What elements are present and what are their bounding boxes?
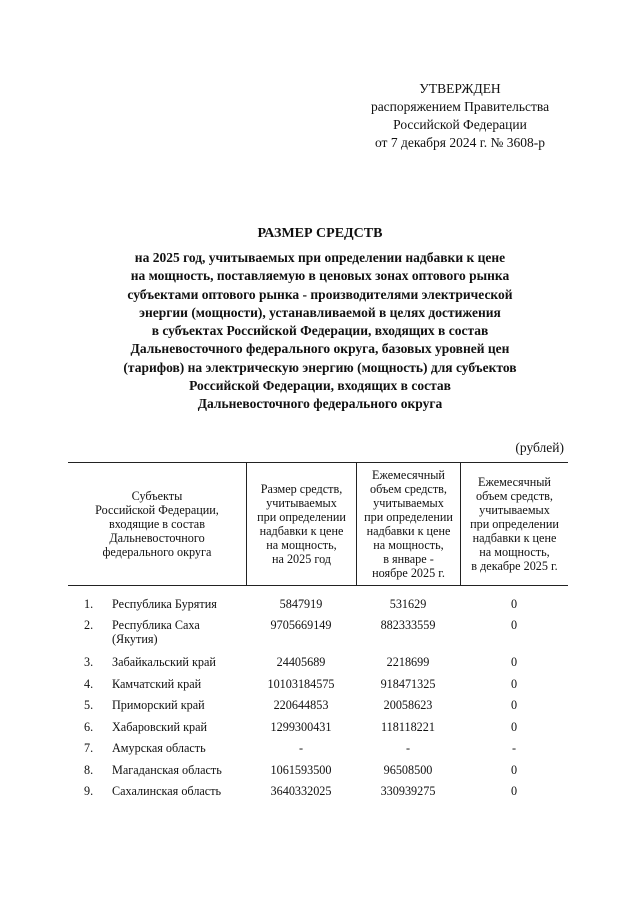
subtitle-line: в субъектах Российской Федерации, входящих в состав xyxy=(151,323,489,339)
row-jan-nov-amount: 531629 xyxy=(389,597,427,611)
subtitle-line: энергии (мощности), устанавливаемой в целях достижения xyxy=(139,304,501,320)
row-subject: Хабаровский край xyxy=(112,719,208,734)
row-number: 7. xyxy=(84,741,94,755)
row-jan-nov-amount: - xyxy=(405,741,411,755)
subtitle-line: субъектами оптового рынка - производителями электрической xyxy=(127,286,513,302)
row-annual-amount: 1299300431 xyxy=(270,719,332,734)
row-jan-nov-amount: 330939275 xyxy=(380,784,436,798)
subtitle-line: на 2025 год, учитываемых при определении надбавки к цене xyxy=(134,250,506,265)
row-number: 8. xyxy=(84,762,94,777)
header-text: учитываемых xyxy=(266,496,337,510)
column-header-annual-amount xyxy=(246,463,356,585)
header-text: Российской Федерации, xyxy=(95,503,219,517)
row-annual-amount: 5847919 xyxy=(279,597,323,611)
header-text: в январе - xyxy=(383,552,434,566)
header-text: надбавки к цене xyxy=(259,524,344,538)
header-text: в декабре 2025 г. xyxy=(471,559,558,573)
row-december-amount: 0 xyxy=(510,618,518,632)
row-number: 1. xyxy=(84,597,94,611)
row-number: 4. xyxy=(84,676,94,691)
header-text: объем средств, xyxy=(476,489,553,503)
row-subject: Камчатский край xyxy=(112,676,202,691)
row-annual-amount: - xyxy=(298,741,304,755)
row-jan-nov-amount: 20058623 xyxy=(383,698,433,712)
row-annual-amount: 220644853 xyxy=(273,698,329,712)
approval-block xyxy=(340,80,580,152)
row-annual-amount: 10103184575 xyxy=(267,676,335,691)
table-body xyxy=(68,597,568,806)
row-jan-nov-amount: 96508500 xyxy=(383,762,433,777)
table-row xyxy=(68,763,568,785)
approval-line: Российской Федерации xyxy=(393,117,527,132)
table-row xyxy=(68,618,568,655)
header-text: при определении xyxy=(257,510,346,524)
header-text: ноябре 2025 г. xyxy=(372,566,445,580)
header-text: при определении xyxy=(470,517,559,531)
table-row xyxy=(68,677,568,699)
row-number: 9. xyxy=(84,784,94,798)
header-text: входящие в состав xyxy=(109,517,205,531)
row-subject: Сахалинская область xyxy=(112,784,222,798)
row-number: 6. xyxy=(84,719,94,734)
column-header-jan-nov xyxy=(356,463,460,585)
row-jan-nov-amount: 882333559 xyxy=(380,618,436,632)
row-subject: Магаданская область xyxy=(112,762,222,777)
row-december-amount: 0 xyxy=(510,597,518,611)
row-jan-nov-amount: 2218699 xyxy=(386,655,430,669)
row-annual-amount: 1061593500 xyxy=(270,762,332,777)
subtitle-line: Российской Федерации, входящих в состав xyxy=(189,378,451,394)
header-text: Ежемесячный xyxy=(372,468,445,482)
row-subject: Амурская область xyxy=(112,741,206,755)
header-text: на 2025 год xyxy=(271,552,332,566)
row-annual-amount: 24405689 xyxy=(276,655,326,669)
header-text: объем средств, xyxy=(370,482,447,496)
table-row xyxy=(68,741,568,763)
document-subtitle xyxy=(95,249,545,414)
header-text: надбавки к цене xyxy=(472,531,557,545)
row-december-amount: 0 xyxy=(510,655,518,669)
column-header-subject xyxy=(68,463,246,585)
row-december-amount: 0 xyxy=(510,698,518,712)
header-text: Субъекты xyxy=(131,489,183,503)
row-jan-nov-amount: 118118221 xyxy=(381,719,435,734)
subtitle-line: Дальневосточного федерального округа, базовых уровней цен xyxy=(130,341,510,357)
approval-line: распоряжением Правительства xyxy=(370,99,550,114)
header-text: Размер средств, xyxy=(260,482,343,496)
header-text: учитываемых xyxy=(373,496,444,510)
row-number: 5. xyxy=(84,698,94,712)
header-text: Ежемесячный xyxy=(478,475,551,489)
row-subject: Забайкальский край xyxy=(112,655,216,669)
row-december-amount: 0 xyxy=(510,676,518,691)
table-row xyxy=(68,655,568,677)
row-number: 2. xyxy=(84,618,94,632)
row-subject: Республика Бурятия xyxy=(112,597,217,611)
unit-label: (рублей) xyxy=(515,440,564,455)
table-row xyxy=(68,720,568,742)
subtitle-line: на мощность, поставляемую в ценовых зонах оптового рынка xyxy=(130,268,510,284)
column-header-december xyxy=(460,463,568,585)
header-text: Дальневосточного xyxy=(109,531,205,545)
row-subject: Республика Саха (Якутия) xyxy=(112,618,200,646)
header-text: при определении xyxy=(364,510,453,524)
subtitle-line: (тарифов) на электрическую энергию (мощность) для субъектов xyxy=(123,359,517,375)
row-jan-nov-amount: 918471325 xyxy=(380,676,436,691)
subtitle-line: Дальневосточного федерального округа xyxy=(197,396,443,412)
row-annual-amount: 3640332025 xyxy=(270,784,332,798)
table-header xyxy=(68,462,568,586)
document-title: РАЗМЕР СРЕДСТВ xyxy=(257,226,383,241)
header-text: на мощность, xyxy=(479,545,550,559)
header-text: федерального округа xyxy=(102,545,212,559)
row-december-amount: 0 xyxy=(510,784,518,798)
row-december-amount: - xyxy=(511,741,517,755)
row-annual-amount: 9705669149 xyxy=(270,618,332,632)
approval-line: от 7 декабря 2024 г. № 3608-р xyxy=(374,135,546,150)
row-december-amount: 0 xyxy=(510,762,518,777)
row-subject: Приморский край xyxy=(112,698,205,712)
header-text: надбавки к цене xyxy=(366,524,451,538)
table-row xyxy=(68,597,568,618)
header-text: учитываемых xyxy=(479,503,550,517)
row-december-amount: 0 xyxy=(510,719,518,734)
table-row xyxy=(68,698,568,720)
row-number: 3. xyxy=(84,655,94,669)
header-text: на мощность, xyxy=(373,538,444,552)
approval-heading: УТВЕРЖДЕН xyxy=(419,81,501,96)
header-text: на мощность, xyxy=(266,538,337,552)
table-row xyxy=(68,784,568,806)
